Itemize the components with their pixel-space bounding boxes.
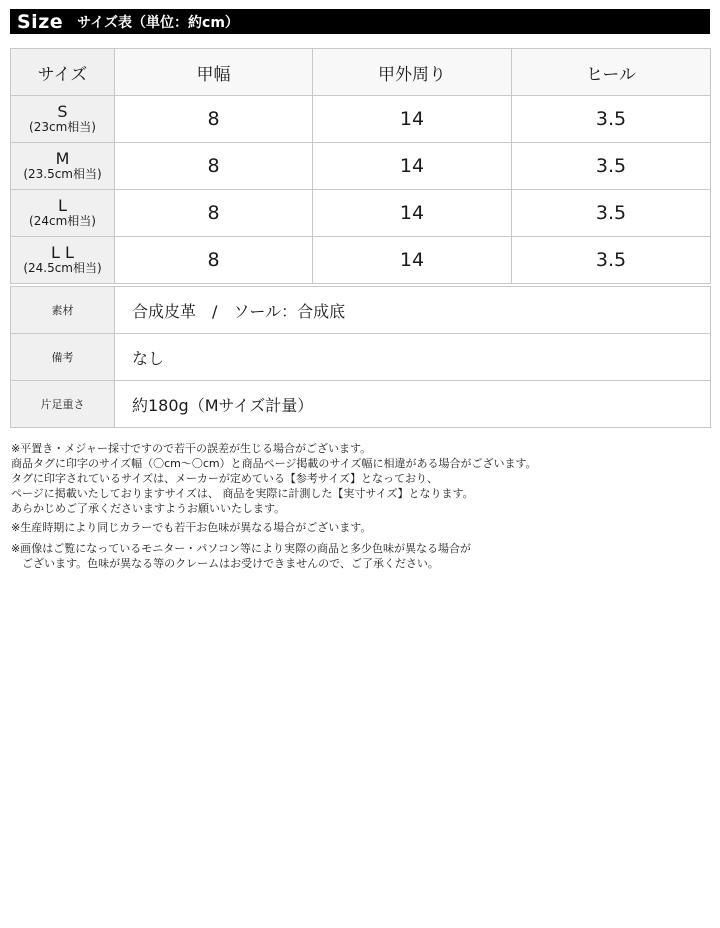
instep-circumference-value: 14 [313,143,512,190]
size-name: L L [51,243,74,263]
heel-value: 3.5 [512,190,711,237]
note-line: ※平置き・メジャー採寸ですので若干の誤差が生じる場合がございます。 [11,442,372,455]
table-row [11,237,711,284]
table-row [11,143,711,190]
note-line: タグに印字されているサイズは、メーカーが定めている【参考サイズ】となっており、 [11,472,439,485]
info-label: 片足重さ [11,381,115,428]
instep-width-value: 8 [115,96,313,143]
column-header-instep-width: 甲幅 [115,49,313,96]
instep-circumference-value: 14 [313,190,512,237]
size-table [10,48,711,284]
size-name: L [58,196,67,216]
instep-width-value: 8 [115,190,313,237]
product-info-table [10,286,711,428]
instep-circumference-value: 14 [313,237,512,284]
info-row-remarks [11,334,711,381]
note-line: あらかじめご了承くださいますようお願いいたします。 [11,502,286,515]
info-value: 合成皮革 / ソール：合成底 [115,287,711,334]
info-value: なし [115,334,711,381]
size-equivalent: (24.5cm相当) [23,261,102,276]
size-label-cell [11,190,115,237]
heel-value: 3.5 [512,96,711,143]
size-column-header: サイズ [11,49,115,96]
size-equivalent: (24cm相当) [29,214,96,229]
size-title: Size [17,10,64,33]
instep-width-value: 8 [115,237,313,284]
note-line: ページに掲載いたしておりますサイズは、 商品を実際に計測した【実寸サイズ】となります。 [11,487,474,500]
info-value: 約180g（Mサイズ計量） [115,381,711,428]
size-name: M [55,149,70,169]
size-equivalent: (23cm相当) [29,120,96,135]
info-row-weight [11,381,711,428]
size-label-cell [11,237,115,284]
size-name: S [57,102,68,122]
instep-width-value: 8 [115,143,313,190]
instep-circumference-value: 14 [313,96,512,143]
column-header-heel: ヒール [512,49,711,96]
note-line: ※生産時期により同じカラーでも若干お色味が異なる場合がございます。 [11,521,372,534]
table-row [11,190,711,237]
size-equivalent: (23.5cm相当) [23,167,102,182]
table-row [11,96,711,143]
size-label-cell [11,96,115,143]
info-row-material [11,287,711,334]
info-label: 素材 [11,287,115,334]
info-label: 備考 [11,334,115,381]
size-table-header-row [11,49,711,96]
heel-value: 3.5 [512,237,711,284]
notes-section [11,441,711,571]
size-header-bar [10,9,710,34]
column-header-instep-circumference: 甲外周り [313,49,512,96]
size-chart-subtitle: サイズ表（単位：約cm） [77,14,239,31]
note-line: ございます。色味が異なる等のクレームはお受けできませんので、ご了承ください。 [11,557,439,570]
heel-value: 3.5 [512,143,711,190]
note-line: 商品タグに印字のサイズ幅（〇cm〜〇cm）と商品ページ掲載のサイズ幅に相違がある場合がございます。 [11,457,537,470]
note-line: ※画像はご覧になっているモニター・パソコン等により実際の商品と多少色味が異なる場合が [11,542,471,555]
size-label-cell [11,143,115,190]
